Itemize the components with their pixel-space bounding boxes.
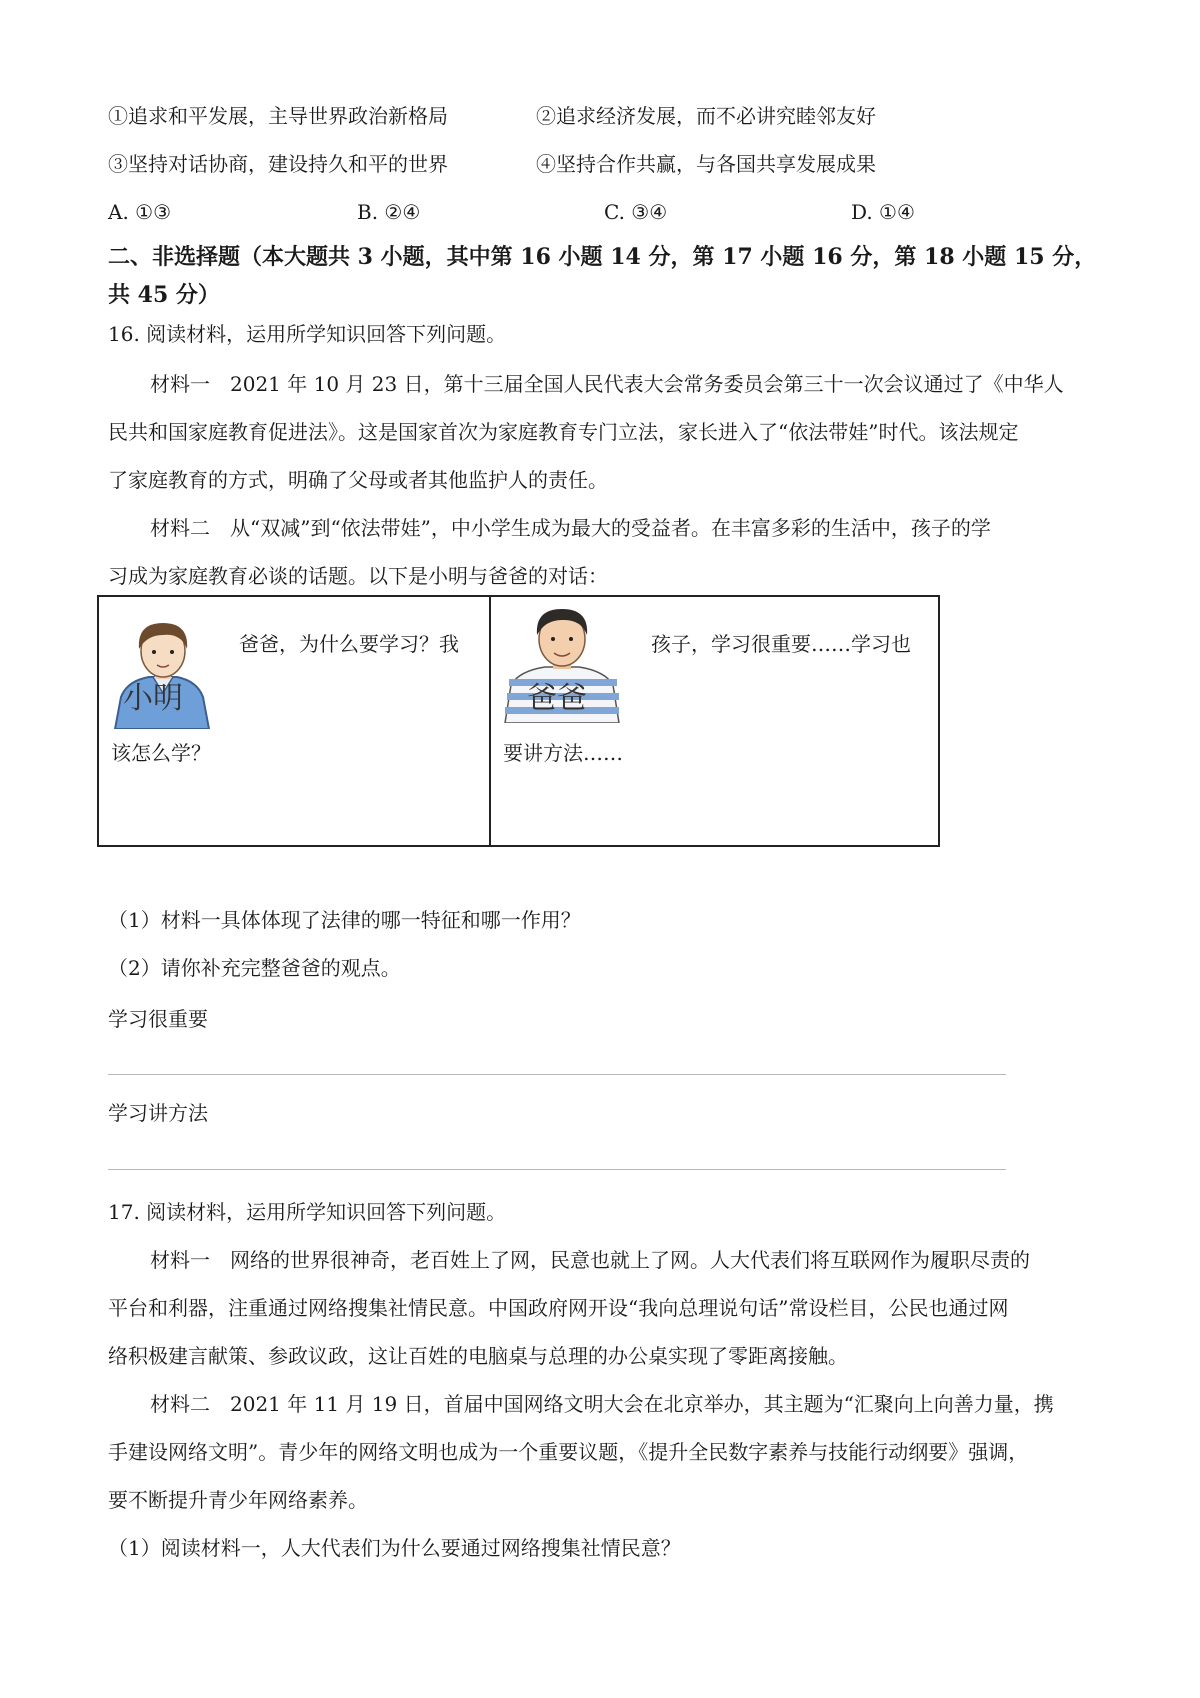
q16-subquestion-1: （1）材料一具体体现了法律的哪一特征和哪一作用？ — [108, 908, 581, 932]
right-speech-line2: 要讲方法…… — [503, 741, 623, 765]
q16-material1-line2: 民共和国家庭教育促进法》。这是国家首次为家庭教育专门立法，家长进入了“依法带娃”时代。该法规定 — [108, 420, 1019, 444]
left-speech-line1: 爸爸，为什么要学习？我 — [239, 632, 459, 656]
answer-d: D. ①④ — [851, 200, 915, 224]
q17-material1-line1: 材料一 网络的世界很神奇，老百姓上了网，民意也就上了网。人大代表们将互联网作为履职尽责的 — [150, 1248, 1030, 1272]
option-2: ②追求经济发展，而不必讲究睦邻友好 — [536, 104, 876, 128]
q16-material2-line2: 习成为家庭教育必谈的话题。以下是小明与爸爸的对话： — [108, 564, 608, 588]
option-4: ④坚持合作共赢，与各国共享发展成果 — [536, 152, 876, 176]
answer-b: B. ②④ — [357, 200, 421, 224]
q17-material1-line2: 平台和利器，注重通过网络搜集社情民意。中国政府网开设“我向总理说句话”常设栏目，公民也通过网 — [108, 1296, 1009, 1320]
q17-material2-line2: 手建设网络文明”。青少年的网络文明也成为一个重要议题，《提升全民数字素养与技能行动纲要》强调， — [108, 1440, 1029, 1464]
dialog-table — [97, 595, 940, 847]
dialog-divider — [489, 597, 491, 845]
answer-line-2 — [108, 1169, 1006, 1170]
q16-material1-line1: 材料一 2021 年 10 月 23 日，第十三届全国人民代表大会常务委员会第三十一次会议通过了《中华人 — [150, 372, 1064, 396]
right-speech-line1: 孩子，学习很重要……学习也 — [651, 632, 911, 656]
section-heading-line2: 共 45 分） — [108, 282, 220, 308]
option-3: ③坚持对话协商，建设持久和平的世界 — [108, 152, 448, 176]
q17-stem: 17. 阅读材料，运用所学知识回答下列问题。 — [108, 1200, 507, 1224]
left-speech-line2: 该怎么学？ — [111, 741, 211, 765]
q17-subquestion-1: （1）阅读材料一，人大代表们为什么要通过网络搜集社情民意？ — [108, 1536, 681, 1560]
q16-material1-line3: 了家庭教育的方式，明确了父母或者其他监护人的责任。 — [108, 468, 608, 492]
answer-label-method: 学习讲方法 — [108, 1101, 208, 1125]
section-heading-line1: 二、非选择题（本大题共 3 小题，其中第 16 小题 14 分，第 17 小题 16 分，第 18 小题 15 分， — [108, 244, 1097, 270]
right-character-name: 爸爸 — [527, 681, 587, 716]
q16-subquestion-2: （2）请你补充完整爸爸的观点。 — [108, 956, 401, 980]
q17-material2-line1: 材料二 2021 年 11 月 19 日，首届中国网络文明大会在北京举办，其主题为“汇聚向上向善力量，携 — [150, 1392, 1054, 1416]
q17-material1-line3: 络积极建言献策、参政议政，这让百姓的电脑桌与总理的办公桌实现了零距离接触。 — [108, 1344, 848, 1368]
answer-line-1 — [108, 1074, 1006, 1075]
option-1: ①追求和平发展，主导世界政治新格局 — [108, 104, 448, 128]
q16-stem: 16. 阅读材料，运用所学知识回答下列问题。 — [108, 322, 507, 346]
q17-material2-line3: 要不断提升青少年网络素养。 — [108, 1488, 368, 1512]
answer-c: C. ③④ — [604, 200, 668, 224]
answer-label-importance: 学习很重要 — [108, 1007, 208, 1031]
left-character-name: 小明 — [123, 681, 183, 716]
answer-a: A. ①③ — [108, 200, 172, 224]
q16-material2-line1: 材料二 从“双减”到“依法带娃”，中小学生成为最大的受益者。在丰富多彩的生活中，孩子的学 — [150, 516, 991, 540]
